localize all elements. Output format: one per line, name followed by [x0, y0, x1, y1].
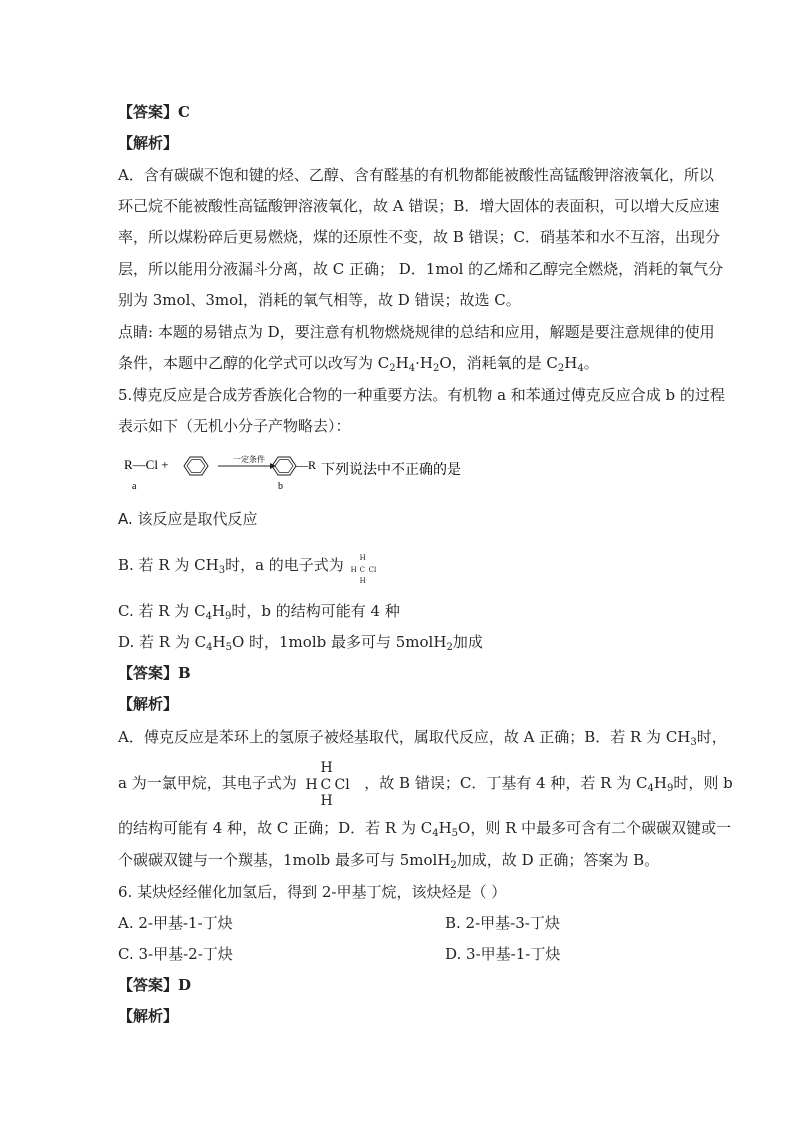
analysis-line-q4-3: 率，所以煤粉碎后更易燃烧，煤的还原性不变，故 B 错误；C．硝基苯和水不互溶，出现分 [118, 228, 721, 246]
analysis-label-q6: 【解析】 [118, 1007, 179, 1025]
question-6-stem: 6. 某炔烃经催化加氢后，得到 2-甲基丁烷，该炔烃是（ ） [118, 883, 507, 901]
option-5A: A. 该反应是取代反应 [118, 510, 258, 528]
reactant-text: R—Cl + [124, 457, 169, 472]
option-5C: C. 若 R 为 $C_4H_9$时，b 的结构可能有 4 种 [118, 602, 400, 622]
option-5D: D. 若 R 为 $C_4H_5O$ 时，1molb 最多可与 5molH$_2$加成 [118, 633, 483, 653]
option-6C: C. 3-甲基-2-丁炔 [118, 945, 233, 963]
label-b: b [278, 481, 283, 492]
answer-label-q5: 【答案】B [118, 664, 191, 682]
reaction-scheme-drawing [118, 452, 478, 498]
label-a: a [132, 481, 137, 492]
option-5B: B. 若 R 为 $CH_3$时，a 的电子式为 H H C Cl H [118, 555, 383, 576]
scheme-trailing-text: 下列说法中不正确的是 [321, 462, 461, 478]
analysis-line-q4-4: 层，所以能用分液漏斗分离，故 C 正确； D．1mol 的乙烯和乙醇完全燃烧，消耗的氧气分 [118, 260, 724, 278]
analysis-line-q5-3: 的结构可能有 4 种，故 C 正确；D．若 R 为 $C_4H_5O$，则 R 中最多可含有二个碳碳双键或一 [118, 819, 732, 839]
product-substituent: —R [296, 458, 317, 472]
analysis-line-q4-5: 别为 3mol、3mol，消耗的氧气相等，故 D 错误；故选 C。 [118, 291, 521, 309]
analysis-label-q4: 【解析】 [118, 134, 179, 152]
electron-formula-small: H H C Cl H [350, 554, 377, 585]
analysis-label-q5: 【解析】 [118, 695, 179, 713]
condition-text: 一定条件 [233, 455, 265, 464]
option-6A: A. 2-甲基-1-丁炔 [118, 914, 233, 932]
note-line-q4-2: 条件，本题中乙醇的化学式可以改写为 $C_2H_4\cdot H_2O$，消耗氧的是 $C_2H_4$。 [118, 354, 599, 374]
option-6B: B. 2-甲基-3-丁炔 [445, 914, 560, 932]
option-6D: D. 3-甲基-1-丁炔 [445, 945, 561, 963]
electron-formula-large: H H C Cl H [305, 760, 350, 809]
answer-label-q4: 【答案】C [118, 103, 190, 121]
analysis-line-q4-2: 环己烷不能被酸性高锰酸钾溶液氧化，故 A 错误；B．增大固体的表面积，可以增大反应速 [118, 197, 720, 215]
benzene-ring-reactant-icon [184, 457, 208, 475]
answer-label-q6: 【答案】D [118, 976, 192, 994]
analysis-line-q4-1: A．含有碳碳不饱和键的烃、乙醇、含有醛基的有机物都能被酸性高锰酸钾溶液氧化，所以 [118, 166, 714, 184]
question-5-stem-line-1: 5.傅克反应是合成芳香族化合物的一种重要方法。有机物 a 和苯通过傅克反应合成 b 的过程 [118, 386, 725, 404]
analysis-line-q5-1: A．傅克反应是苯环上的氢原子被烃基取代，属取代反应，故 A 正确；B．若 R 为 $CH_3$时， [118, 728, 727, 748]
analysis-line-q5-2: a 为一氯甲烷，其电子式为 H H C Cl H ，故 B 错误；C．丁基有 4 种，若 R 为 $C_4H_9$时，则 b [118, 760, 733, 809]
reaction-scheme [118, 452, 478, 498]
question-5-stem-line-2: 表示如下（无机小分子产物略去）： [118, 417, 351, 435]
analysis-line-q5-4: 个碳碳双键与一个羰基，1molb 最多可与 5molH$_2$加成，故 D 正确；答案为 B。 [118, 851, 660, 871]
note-line-q4-1: 点睛: 本题的易错点为 D，要注意有机物燃烧规律的总结和应用，解题是要注意规律的使用 [118, 323, 715, 341]
